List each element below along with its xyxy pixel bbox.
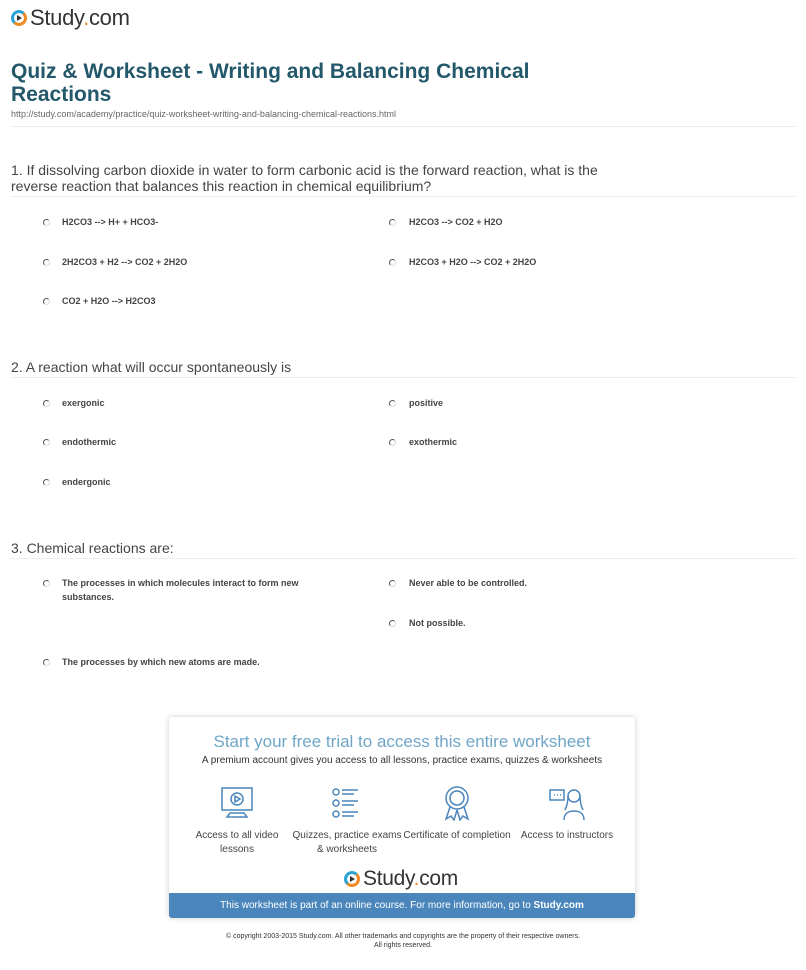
video-lesson-icon bbox=[219, 785, 255, 821]
option-label: H2CO3 --> CO2 + H2O bbox=[409, 217, 503, 227]
instructor-chat-icon bbox=[549, 785, 585, 821]
play-icon bbox=[11, 10, 27, 26]
page-title: Quiz & Worksheet - Writing and Balancing Chemical Reactions bbox=[11, 60, 530, 106]
option-label: endothermic bbox=[62, 437, 117, 447]
feature-label: Access to instructors bbox=[520, 830, 614, 841]
option-label: positive bbox=[409, 398, 444, 408]
radio-q2-b[interactable] bbox=[389, 400, 396, 407]
radio-q1-a[interactable] bbox=[43, 219, 50, 226]
question-2: 2. A reaction what will occur spontaneously is bbox=[11, 359, 292, 375]
radio-q1-c[interactable] bbox=[43, 259, 50, 266]
divider bbox=[10, 196, 796, 197]
option-label: CO2 + H2O --> H2CO3 bbox=[62, 296, 156, 306]
feature-quizzes bbox=[292, 785, 402, 857]
radio-q2-e[interactable] bbox=[43, 479, 50, 486]
feature-label: Certificate of completion bbox=[403, 830, 511, 841]
radio-q2-d[interactable] bbox=[389, 439, 396, 446]
radio-q3-c[interactable] bbox=[389, 620, 396, 627]
study-logo[interactable]: Study.com bbox=[11, 5, 130, 31]
question-3: 3. Chemical reactions are: bbox=[11, 540, 174, 556]
option-label: exothermic bbox=[409, 437, 458, 447]
divider bbox=[10, 558, 796, 559]
option-label: endergonic bbox=[62, 477, 111, 487]
promo-subtitle: A premium account gives you access to all lessons, practice exams, quizzes & worksheets bbox=[201, 755, 603, 766]
option-label: H2CO3 --> H+ + HCO3- bbox=[62, 217, 159, 227]
divider bbox=[10, 126, 796, 127]
copyright: © copyright 2003-2015 Study.com. All other trademarks and copyrights are the property of their respective owners. bbox=[225, 933, 581, 940]
premium-promo bbox=[169, 717, 635, 918]
option-label: The processes by which new atoms are made. bbox=[62, 657, 260, 667]
radio-q1-e[interactable] bbox=[43, 298, 50, 305]
radio-q1-b[interactable] bbox=[389, 219, 396, 226]
radio-q3-b[interactable] bbox=[389, 580, 396, 587]
rights-reserved: All rights reserved. bbox=[374, 942, 432, 949]
option-label: The processes in which molecules interact to form new substances. bbox=[62, 578, 299, 602]
page-url: http://study.com/academy/practice/quiz-worksheet-writing-and-balancing-chemical-reactions.html bbox=[11, 109, 396, 119]
promo-title: Start your free trial to access this entire worksheet bbox=[213, 732, 591, 751]
option-label: 2H2CO3 + H2 --> CO2 + 2H2O bbox=[62, 257, 188, 267]
feature-video bbox=[182, 785, 292, 857]
option-label: Never able to be controlled. bbox=[409, 578, 528, 588]
certificate-ribbon-icon bbox=[439, 785, 475, 821]
feature-label: Access to all video lessons bbox=[195, 830, 279, 855]
radio-q1-d[interactable] bbox=[389, 259, 396, 266]
option-label: exergonic bbox=[62, 398, 105, 408]
play-icon bbox=[344, 871, 360, 887]
footer bbox=[0, 932, 806, 950]
list-icon bbox=[329, 785, 365, 821]
radio-q2-a[interactable] bbox=[43, 400, 50, 407]
feature-certificate bbox=[402, 785, 512, 843]
radio-q2-c[interactable] bbox=[43, 439, 50, 446]
promo-logo[interactable]: Study.com bbox=[344, 867, 458, 891]
option-label: H2CO3 + H2O --> CO2 + 2H2O bbox=[409, 257, 537, 267]
question-1: 1. If dissolving carbon dioxide in water to form carbonic acid is the forward reaction, what is the reverse reaction that balances this reaction in chemical equilibrium? bbox=[11, 162, 598, 194]
option-label: Not possible. bbox=[409, 618, 466, 628]
radio-q3-a[interactable] bbox=[43, 580, 50, 587]
bar-text: This worksheet is part of an online course. For more information, go to bbox=[220, 900, 534, 911]
feature-label: Quizzes, practice exams & worksheets bbox=[292, 830, 402, 855]
divider bbox=[10, 377, 796, 378]
course-info-bar bbox=[169, 893, 635, 918]
study-link[interactable]: Study.com bbox=[533, 900, 584, 911]
feature-instructors bbox=[512, 785, 622, 843]
radio-q3-d[interactable] bbox=[43, 659, 50, 666]
